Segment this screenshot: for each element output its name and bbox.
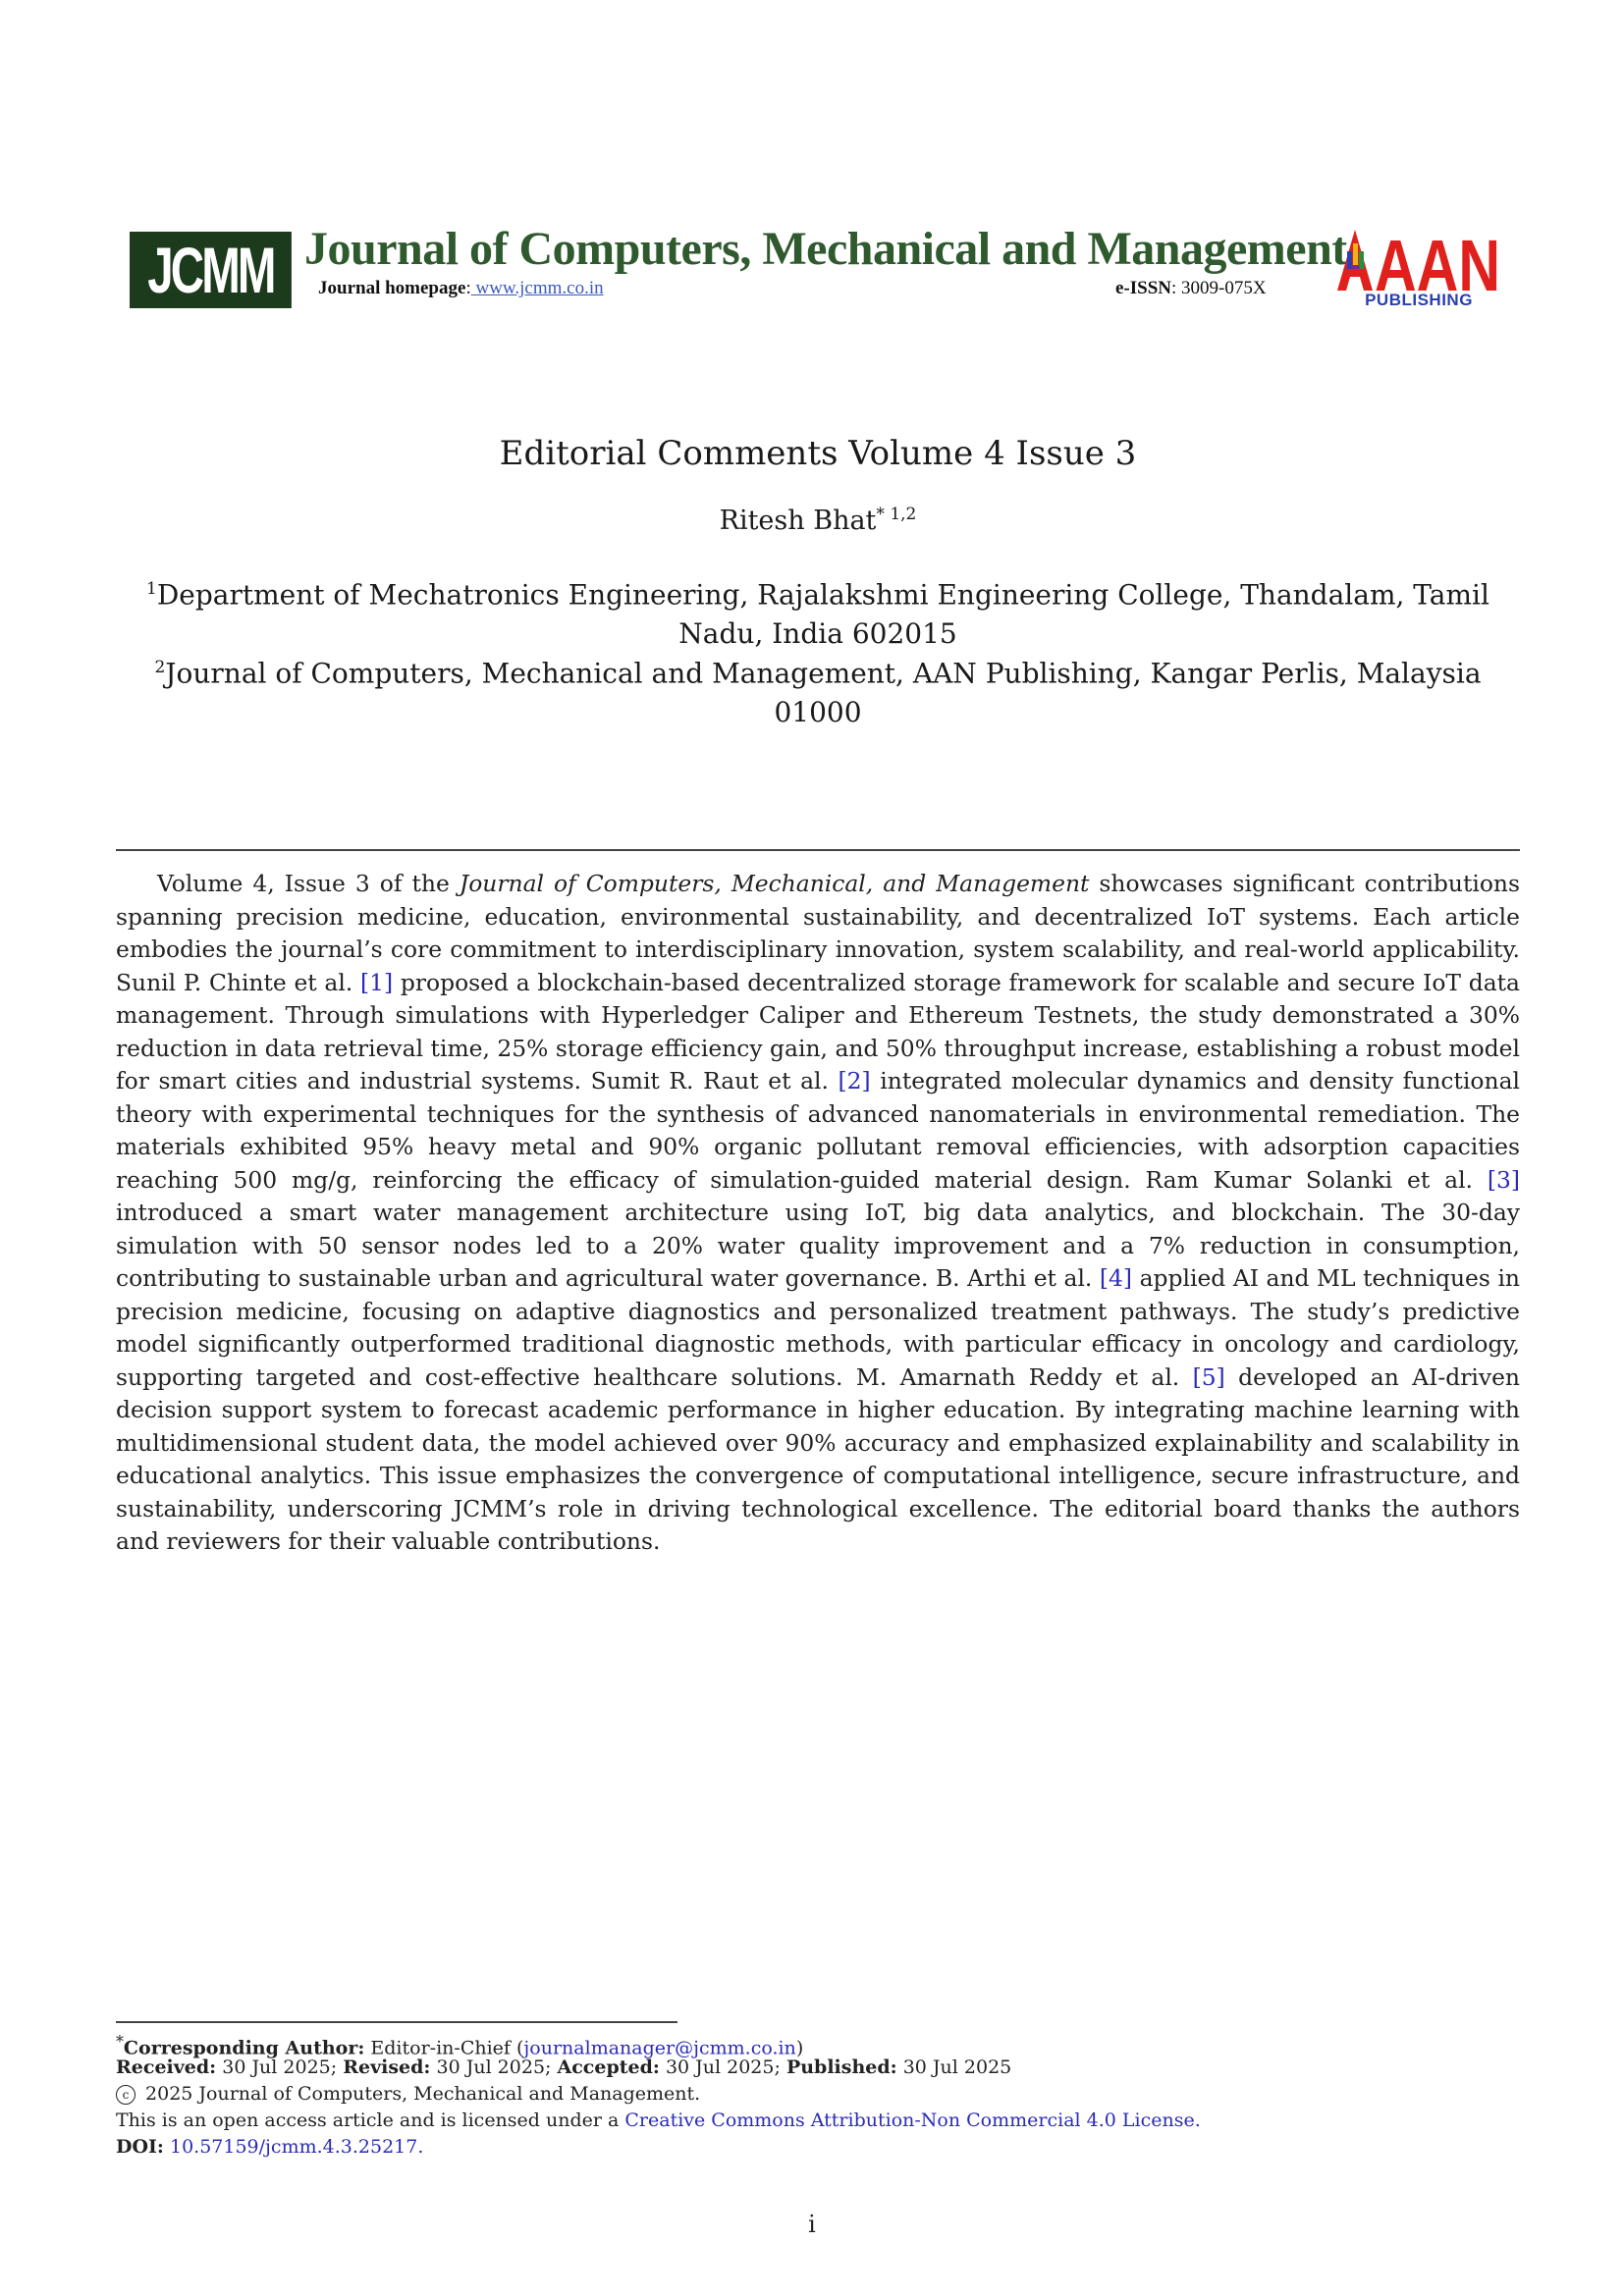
affiliation-mark: 2 [154, 658, 166, 677]
copyright-line [116, 2081, 1520, 2108]
body-text: showcases significant contributions spanning precision medicine, education, environmental sustainability, and decentralized IoT systems. Each article embodies the journal’s core commitment to interdisciplinary innovation, system scalability, and real-world applicability. Sunil P. Chinte et al. [116, 870, 1520, 996]
article-title: Editorial Comments Volume 4 Issue 3 [499, 434, 1137, 473]
citation-link-4[interactable]: [4] [1099, 1264, 1133, 1292]
copyright-text: 2025 Journal of Computers, Mechanical and Management. [139, 2083, 701, 2105]
body-text: integrated molecular dynamics and density functional theory with experimental techniques for the synthesis of advanced nanomaterials in environmental remediation. The materials exhibited 95% heavy metal and 90% organic pollutant removal efficiencies, with adsorption capacities reaching 500 mg/g, reinforcing the efficacy of simulation-guided material design. Ram Kumar Solanki et al. [116, 1067, 1520, 1194]
article-dates [116, 2055, 1520, 2081]
published-label: Published: [785, 2056, 897, 2078]
issn-label: e-ISSN [1115, 278, 1172, 298]
body-text: introduced a smart water management architecture using IoT, big data analytics, and blockchain. The 30-day simulation with 50 sensor nodes led to a 20% water quality improvement and a 7% reduction in consumption, contributing to sustainable urban and agricultural water governance. B. Arthi et al. [116, 1199, 1520, 1292]
journal-logo: JCMM [130, 232, 292, 308]
issn-value: : 3009-075X [1171, 278, 1267, 298]
revised-label: Revised: [343, 2056, 431, 2078]
doi-link[interactable]: 10.57159/jcmm.4.3.25217. [163, 2136, 424, 2158]
affiliation-2 [116, 648, 1520, 732]
journal-title: Journal of Computers, Mechanical and Management [304, 223, 1347, 275]
revised-date: 30 Jul 2025; [430, 2056, 558, 2078]
affiliation-1 [116, 569, 1520, 654]
license-text: This is an open access article and is licensed under a [116, 2109, 625, 2131]
citation-link-5[interactable]: [5] [1192, 1362, 1225, 1391]
body-text: proposed a blockchain-based decentralized storage framework for scalable and secure IoT data management. Through simulations with Hyperledger Caliper and Ethereum Testnets, the study demonstrated a 30% reduction in data retrieval time, 25% storage efficiency gain, and 50% throughput increase, establishing a robust model for smart cities and industrial systems. Sumit R. Raut et al. [116, 968, 1521, 1095]
received-label: Received: [116, 2056, 217, 2078]
corresponding-text: Editor-in-Chief ( [364, 2037, 524, 2059]
homepage-label: Journal homepage [318, 278, 466, 298]
citation-link-1[interactable]: [1] [360, 968, 394, 996]
footnote-divider [116, 2021, 677, 2023]
homepage-link[interactable]: www.jcmm.co.in [470, 278, 604, 298]
license-link[interactable]: Creative Commons Attribution-Non Commercial 4.0 License. [624, 2109, 1201, 2131]
paren-close: ) [795, 2037, 804, 2059]
received-date: 30 Jul 2025; [216, 2056, 344, 2078]
publisher-wordmark: PUBLISHING [1365, 291, 1473, 309]
editorial-body [116, 868, 1520, 1559]
page-number: i [808, 2211, 816, 2238]
accepted-date: 30 Jul 2025; [659, 2056, 786, 2078]
doi-label: DOI: [116, 2136, 164, 2158]
copyright-icon: c [116, 2085, 135, 2105]
journal-homepage: Journal homepage: www.jcmm.co.in [318, 278, 604, 298]
publisher-logo-letters: AAN [1375, 225, 1500, 306]
body-text: developed an AI-driven decision support system to forecast academic performance in higher education. By integrating machine learning with multidimensional student data, the model achieved over 90% accuracy and emphasized explainability and scalability in educational analytics. This issue emphasizes the convergence of computational intelligence, secure infrastructure, and sustainability, underscoring JCMM’s role in driving technological excellence. The editorial board thanks the authors and reviewers for their valuable contributions. [116, 1362, 1520, 1555]
journal-name-italic: Journal of Computers, Mechanical, and Management [459, 870, 1090, 897]
editorial-paragraph [116, 868, 1520, 1559]
issn [1115, 278, 1267, 299]
body-text: Volume 4, Issue 3 of the [157, 870, 460, 897]
author-marks: * 1,2 [876, 505, 917, 524]
body-text: applied AI and ML techniques in precision medicine, focusing on adaptive diagnostics and personalized treatment pathways. The study’s predictive model significantly outperformed traditional diagnostic methods, with particular efficacy in oncology and cardiology, supporting targeted and cost-effective healthcare solutions. M. Amarnath Reddy et al. [116, 1264, 1520, 1391]
citation-link-3[interactable]: [3] [1487, 1165, 1520, 1194]
accepted-label: Accepted: [557, 2056, 660, 2078]
affiliation-text: Journal of Computers, Mechanical and Management, AAN Publishing, Kangar Perlis, Malaysia 01000 [165, 657, 1482, 729]
affiliation-mark: 1 [146, 579, 157, 599]
citation-link-2[interactable]: [2] [838, 1067, 871, 1095]
email-link[interactable]: journalmanager@jcmm.co.in [523, 2037, 796, 2059]
author-name: Ritesh Bhat [719, 506, 877, 536]
title-divider [116, 849, 1520, 851]
license-line [116, 2108, 1520, 2134]
footnote-mark: * [116, 2032, 124, 2051]
author [116, 505, 1520, 536]
affiliation-text: Department of Mechatronics Engineering, Rajalakshmi Engineering College, Thandalam, Tamil Nadu, India 602015 [156, 578, 1489, 651]
corresponding-label: Corresponding Author: [123, 2037, 365, 2059]
doi-line [116, 2134, 1520, 2161]
published-date: 30 Jul 2025 [896, 2056, 1012, 2078]
